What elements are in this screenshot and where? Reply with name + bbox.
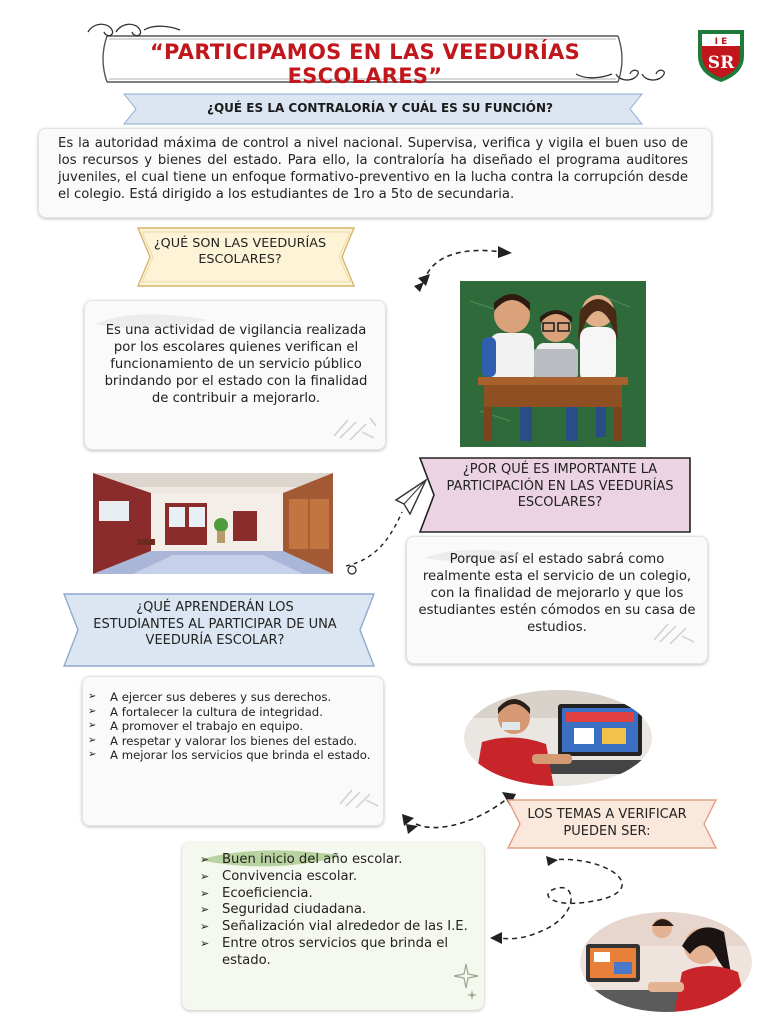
section4-list <box>88 690 378 763</box>
list-item: ➢ A ejercer sus deberes y sus derechos. <box>88 690 332 704</box>
list-item: ➢ A fortalecer la cultura de integridad. <box>88 704 323 719</box>
page-title: “PARTICIPAMOS EN LAS VEEDURÍAS ESCOLARES” <box>149 40 581 88</box>
arrow-bullet-icon: ➢ <box>200 886 210 900</box>
section4-heading: ¿QUÉ APRENDERÁN LOS ESTUDIANTES AL PARTICIPAR DE UNA VEEDURÍA ESCOLAR? <box>93 600 337 648</box>
title-swirl-left-icon <box>84 18 184 42</box>
school-logo <box>692 26 750 84</box>
student-computer-image <box>462 688 654 788</box>
list-item: ➢ Convivencia escolar. <box>200 868 358 884</box>
section1-heading: ¿QUÉ ES LA CONTRALORÍA Y CUÁL ES SU FUNCIÓN? <box>207 101 553 115</box>
scribble-icon <box>330 412 380 444</box>
arrow-bullet-icon: ➢ <box>200 869 210 883</box>
arrow-bullet-icon: ➢ <box>88 749 97 760</box>
list-item: ➢ Entre otros servicios que brinda el estado. <box>200 935 448 968</box>
arrow-bullet-icon: ➢ <box>88 720 97 731</box>
arrow-bullet-icon: ➢ <box>200 920 210 934</box>
section2-body: Es una actividad de vigilancia realizada por los escolares quienes verifican el funcionamiento de un servicio público brindando por el estado con la finalidad de contribuir a mejorarlo. <box>104 323 368 406</box>
section5-list <box>198 852 478 970</box>
arrow-bullet-icon: ➢ <box>200 903 210 917</box>
list-item: ➢ A respetar y valorar los bienes del estado. <box>88 733 358 748</box>
svg-text:SR: SR <box>707 53 735 73</box>
section3-heading: ¿POR QUÉ ES IMPORTANTE LA PARTICIPACIÓN EN LAS VEEDURÍAS ESCOLARES? <box>446 462 674 510</box>
arrow-bullet-icon: ➢ <box>200 853 210 866</box>
list-item: ➢ Señalización vial alrededor de las I.E. <box>200 919 468 935</box>
arrow-bullet-icon: ➢ <box>88 691 97 702</box>
section2-heading: ¿QUÉ SON LAS VEEDURÍAS ESCOLARES? <box>153 236 327 267</box>
arrow-bullet-icon: ➢ <box>88 705 97 717</box>
list-item: ➢ A mejorar los servicios que brinda el estado. <box>88 748 371 762</box>
list-item: ➢ Seguridad ciudadana. <box>200 902 367 918</box>
school-hallway-image <box>93 473 333 574</box>
students-laptop-image <box>460 281 646 447</box>
svg-text:I E: I E <box>714 37 728 47</box>
list-item: ➢ A promover el trabajo en equipo. <box>88 719 304 733</box>
list-item: ➢ Buen inicio del año escolar. <box>200 852 403 867</box>
arrow-bullet-icon: ➢ <box>200 936 210 950</box>
section3-body: Porque así el estado sabrá como realmente esta el servicio de un colegio, con la finalidad de mejorarlo y que los estudiantes estén cómodos en su casa de estudios. <box>418 552 696 635</box>
section5-heading: LOS TEMAS A VERIFICAR PUEDEN SER: <box>527 807 687 839</box>
arrow-bullet-icon: ➢ <box>88 734 97 746</box>
scribble-icon <box>336 782 382 812</box>
girl-computer-image <box>578 910 754 1014</box>
list-item: ➢ Ecoeficiencia. <box>200 885 313 901</box>
section1-body: Es la autoridad máxima de control a nivel nacional. Supervisa, verifica y vigila el buen uso de los recursos y bienes del estado. Para ello, la contraloría ha diseñado el programa auditores juveniles, el cual tiene un enfoque formativo-preventivo en la lucha contra la corrupción desde el colegio. Está dirigido a los estudiantes de 1ro a 5to de secundaria. <box>58 136 688 202</box>
